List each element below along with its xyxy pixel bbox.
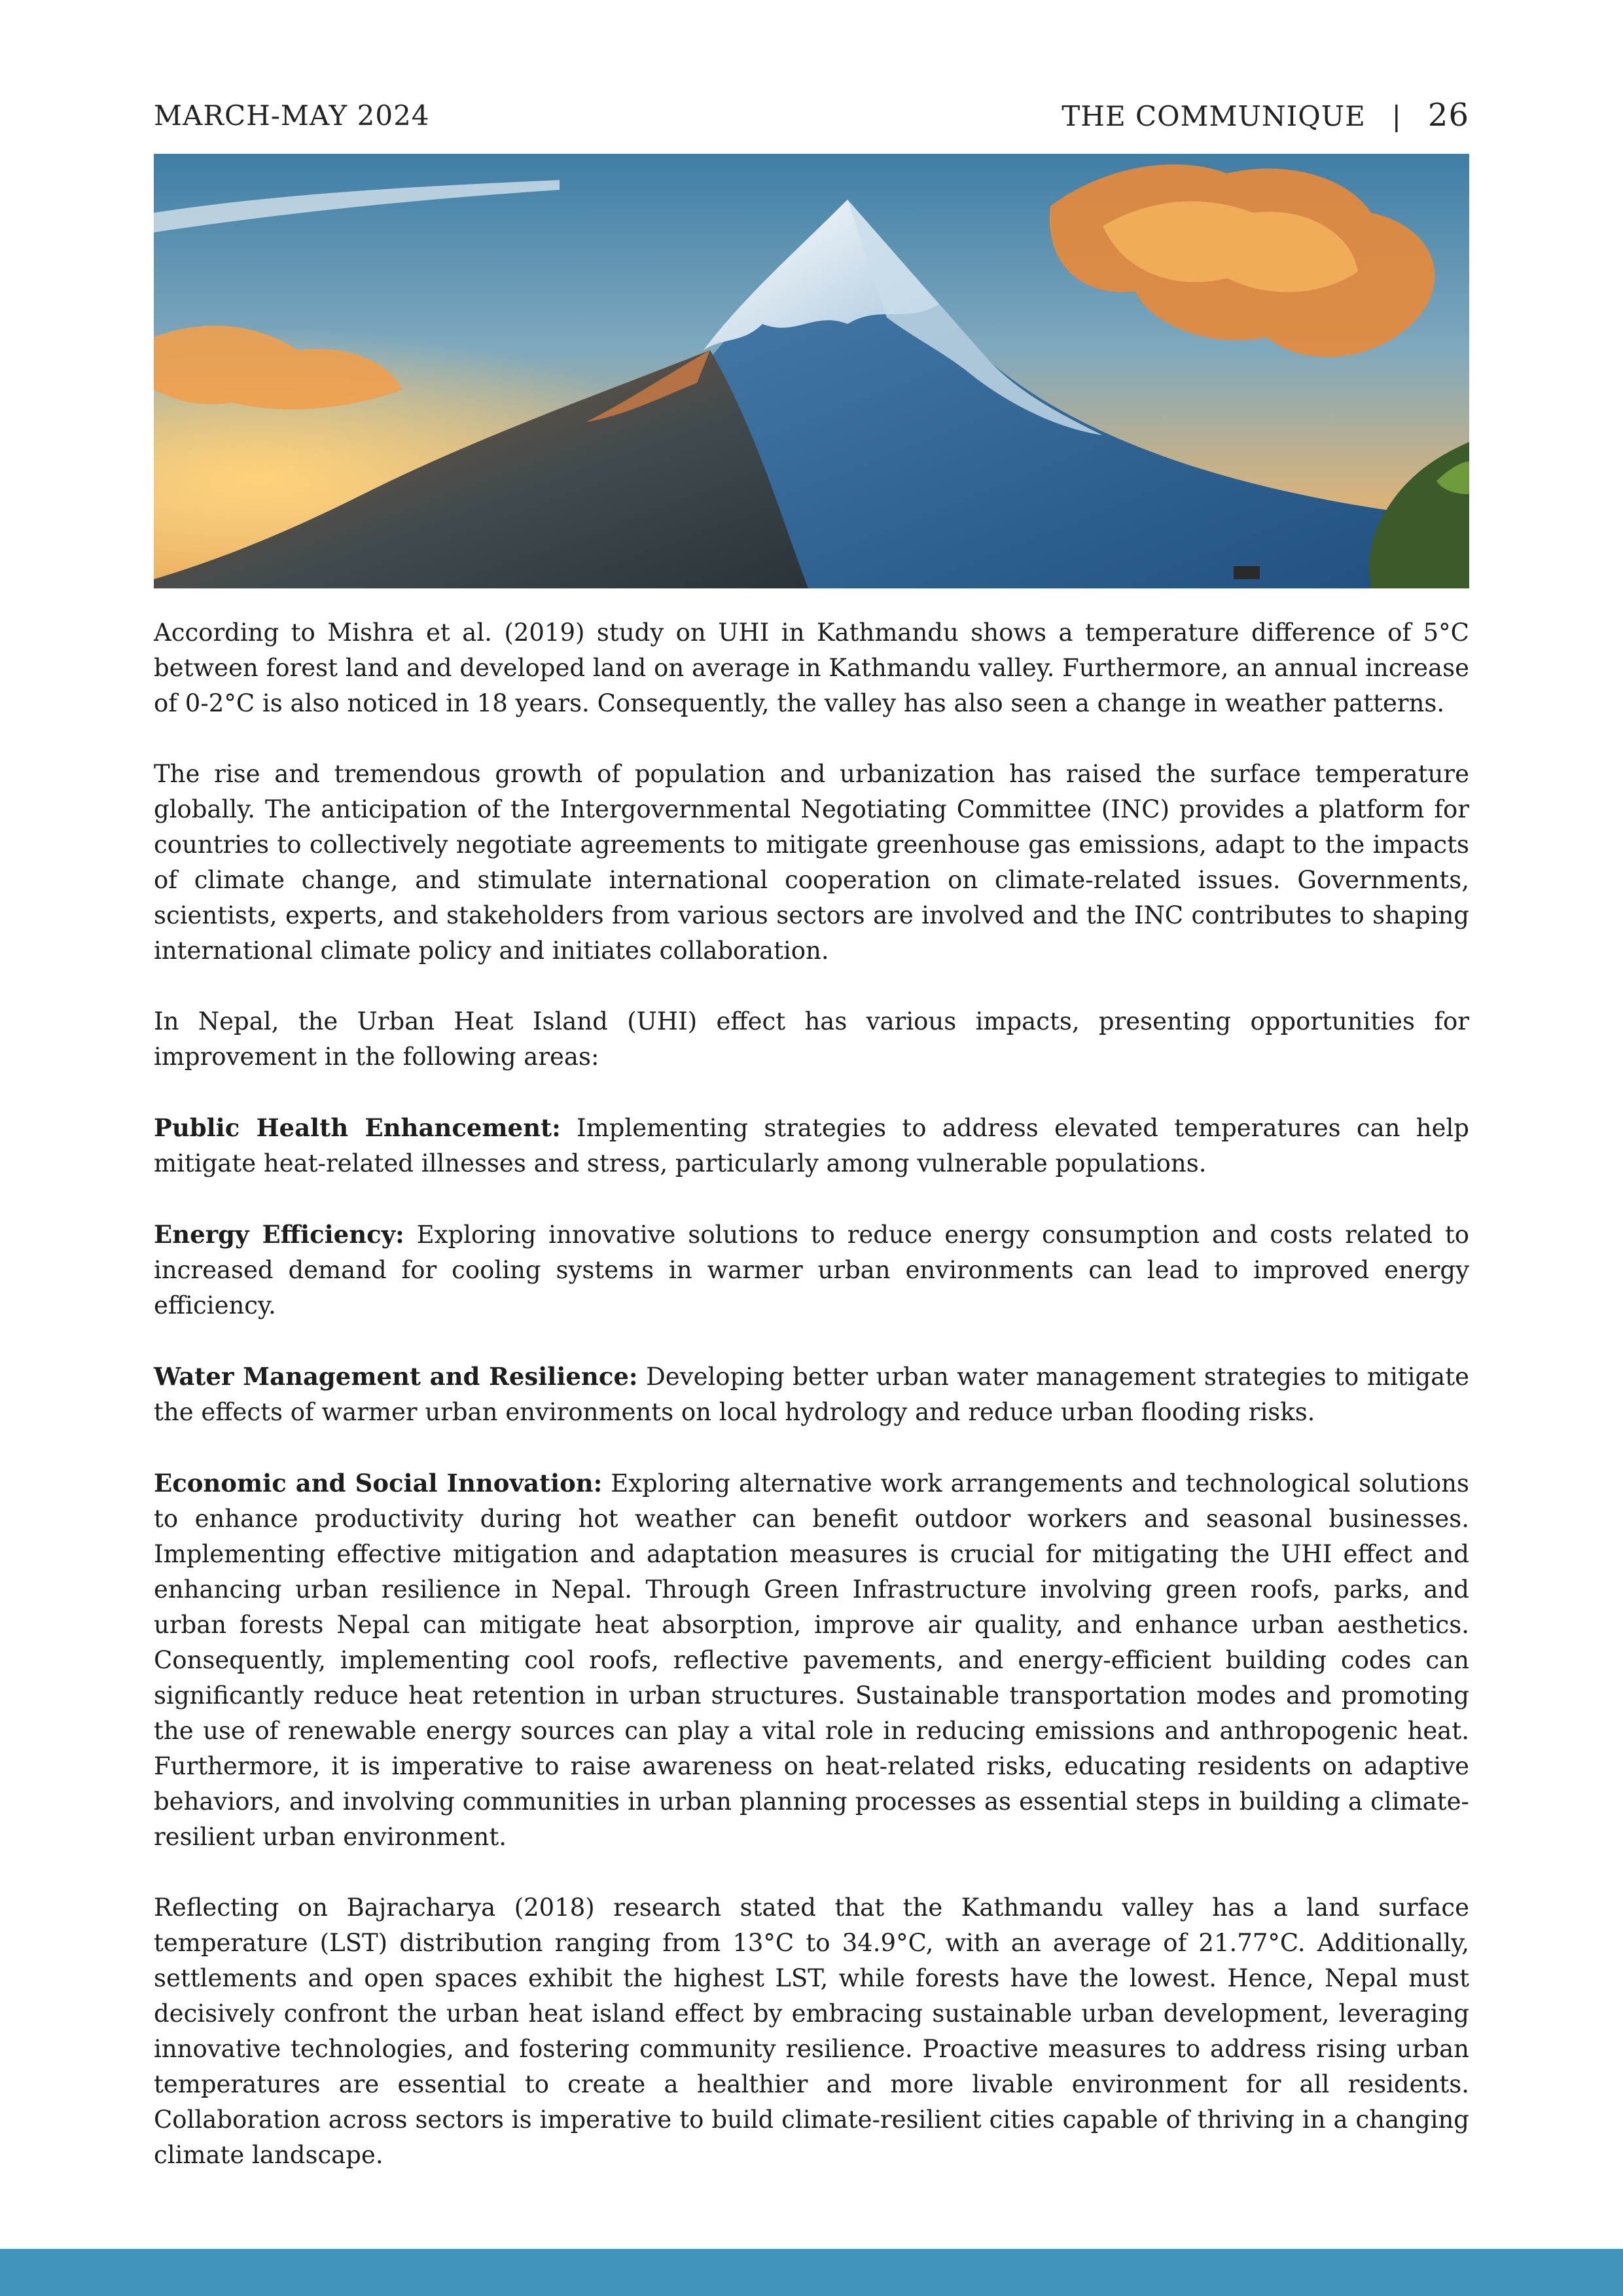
paragraph-inc: The rise and tremendous growth of population and urbanization has raised the surface temperature globally. The anticipation of the Intergovernmental Negotiating Committee (INC) provides a platform for countries to collectively negotiate agreements to mitigate greenhouse gas emissions, adapt to the impacts of climate change, and stimulate international cooperation on climate-related issues. Governments, scientists, experts, and stakeholders from various sectors are involved and the INC contributes to shaping international climate policy and initiates collaboration. <box>154 760 1469 965</box>
footer-bar <box>0 2249 1623 2296</box>
mountain-illustration <box>154 154 1469 588</box>
item-title: Energy Efficiency: <box>154 1220 404 1249</box>
mountain-image <box>154 154 1469 588</box>
paragraph-mishra: According to Mishra et al. (2019) study on UHI in Kathmandu shows a temperature difference of 5°C between forest land and developed land on average in Kathmandu valley. Furthermore, an annual increase of 0-2°C is also noticed in 18 years. Consequently, the valley has also seen a change in weather patterns. <box>154 619 1469 717</box>
item-text: Exploring alternative work arrangements and technological solutions to enhance productivity during hot weather can benefit outdoor workers and seasonal businesses. Implementing effective mitigation and adaptation measures is crucial for mitigating the UHI effect and enhancing urban resilience in Nepal. Through Green Infrastructure involving green roofs, parks, and urban forests Nepal can mitigate heat absorption, improve air quality, and enhance urban aesthetics. Consequently, implementing cool roofs, reflective pavements, and energy-efficient building codes can significantly reduce heat retention in urban structures. Sustainable transportation modes and promoting the use of renewable energy sources can play a vital role in reducing emissions and anthropogenic heat. Furthermore, it is imperative to raise awareness on heat-related risks, educating residents on adaptive behaviors, and involving communities in urban planning processes as essential steps in building a climate-resilient urban environment. <box>154 1469 1469 1851</box>
item-energy-efficiency <box>154 1217 1469 1323</box>
issue-date: MARCH-MAY 2024 <box>154 99 430 132</box>
article-body <box>154 615 1469 2208</box>
item-water-management <box>154 1359 1469 1430</box>
item-text: Developing better urban water management strategies to mitigate the effects of warmer urban environments on local hydrology and reduce urban flooding risks. <box>154 1363 1469 1426</box>
publication-name: THE COMMUNIQUE <box>1061 100 1366 132</box>
item-public-health <box>154 1110 1469 1181</box>
header-right <box>1061 97 1469 134</box>
item-title: Public Health Enhancement: <box>154 1113 561 1142</box>
paragraph-impacts-intro: In Nepal, the Urban Heat Island (UHI) effect has various impacts, presenting opportunities for improvement in the following areas: <box>154 1007 1469 1071</box>
item-title: Economic and Social Innovation: <box>154 1469 603 1498</box>
header-separator: | <box>1391 100 1402 132</box>
paragraph-bajracharya: Reflecting on Bajracharya (2018) research stated that the Kathmandu valley has a land surface temperature (LST) distribution ranging from 13°C to 34.9°C, with an average of 21.77°C. Additionally, settlements and open spaces exhibit the highest LST, while forests have the lowest. Hence, Nepal must decisively confront the urban heat island effect by embracing sustainable urban development, leveraging innovative technologies, and fostering community resilience. Proactive measures to address rising urban temperatures are essential to create a healthier and more livable environment for all residents. Collaboration across sectors is imperative to build climate-resilient cities capable of thriving in a changing climate landscape. <box>154 1893 1469 2169</box>
item-title: Water Management and Resilience: <box>154 1362 638 1391</box>
item-text: Exploring innovative solutions to reduce energy consumption and costs related to increased demand for cooling systems in warmer urban environments can lead to improved energy efficiency. <box>154 1221 1469 1319</box>
page-header <box>154 92 1469 137</box>
item-economic-social <box>154 1465 1469 1855</box>
page-number: 26 <box>1427 97 1469 134</box>
item-text: Implementing strategies to address elevated temperatures can help mitigate heat-related illnesses and stress, particularly among vulnerable populations. <box>154 1114 1469 1177</box>
